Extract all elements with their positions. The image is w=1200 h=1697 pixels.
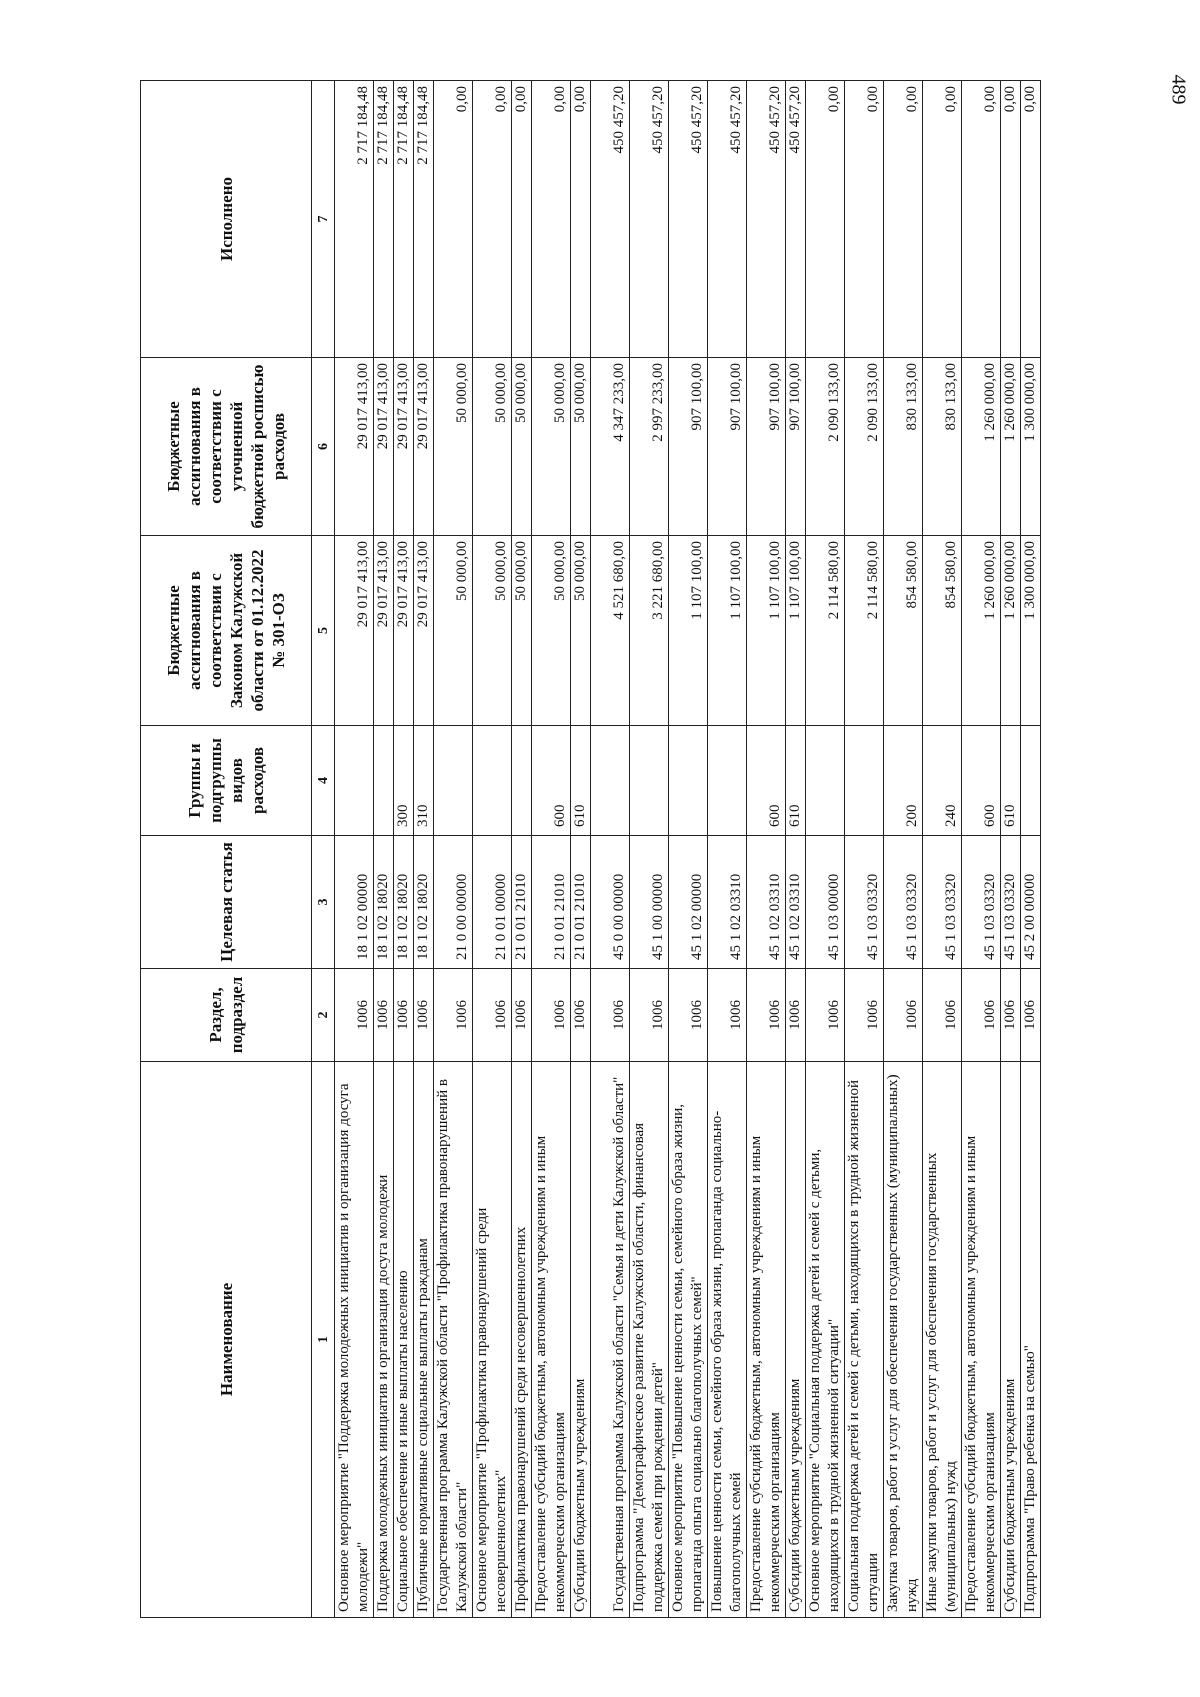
row-section-cell: 1006: [414, 969, 434, 1062]
row-target-cell: 45 1 03 03320: [845, 836, 884, 969]
row-law-amount-cell: 1 260 000,00: [1001, 536, 1021, 726]
page-number: 489: [1167, 74, 1190, 105]
row-budget-amount-cell: 2 997 233,00: [630, 358, 669, 536]
row-budget-amount-cell: 830 133,00: [884, 358, 923, 536]
header-section: Раздел, подраздел: [141, 969, 312, 1062]
row-law-amount-cell: 29 017 413,00: [394, 536, 414, 726]
row-budget-amount-cell: 29 017 413,00: [374, 358, 394, 536]
row-budget-amount-cell: 4 347 233,00: [591, 358, 630, 536]
header-groups: Группы и подгруппы видов расходов: [141, 726, 312, 836]
row-executed-amount-cell: 0,00: [473, 81, 512, 358]
row-target-cell: 45 2 00 00000: [1021, 836, 1041, 969]
row-executed-amount-cell: 450 457,20: [786, 81, 806, 358]
table-row: [434, 81, 473, 1618]
row-group-cell: [845, 726, 884, 836]
row-law-amount-cell: 1 107 100,00: [669, 536, 708, 726]
row-law-amount-cell: 1 260 000,00: [962, 536, 1001, 726]
row-target-cell: 45 1 03 00000: [806, 836, 845, 969]
row-section-cell: 1006: [532, 969, 571, 1062]
table-body: [335, 81, 1041, 1618]
row-section-cell: 1006: [845, 969, 884, 1062]
row-executed-amount-cell: 450 457,20: [591, 81, 630, 358]
row-executed-amount-cell: 450 457,20: [708, 81, 747, 358]
table-row: [806, 81, 845, 1618]
header-target: Целевая статья: [141, 836, 312, 969]
row-name-cell: Государственная программа Калужской области "Семья и дети Калужской области": [591, 1062, 630, 1618]
row-name-cell: Социальная поддержка детей и семей с детьми, находящихся в трудной жизненной ситуации: [845, 1062, 884, 1618]
row-law-amount-cell: 1 107 100,00: [708, 536, 747, 726]
row-section-cell: 1006: [923, 969, 962, 1062]
table-row: [786, 81, 806, 1618]
table-row: [845, 81, 884, 1618]
row-section-cell: 1006: [962, 969, 1001, 1062]
row-section-cell: 1006: [1021, 969, 1041, 1062]
row-budget-amount-cell: 29 017 413,00: [414, 358, 434, 536]
row-budget-amount-cell: 907 100,00: [747, 358, 786, 536]
row-executed-amount-cell: 2 717 184,48: [374, 81, 394, 358]
row-section-cell: 1006: [630, 969, 669, 1062]
row-law-amount-cell: 4 521 680,00: [591, 536, 630, 726]
row-section-cell: 1006: [669, 969, 708, 1062]
row-group-cell: [708, 726, 747, 836]
row-section-cell: 1006: [571, 969, 591, 1062]
header-executed: Исполнено: [141, 81, 312, 358]
header-budget: Бюджетные ассигнования в соответствии с уточненной бюджетной росписью расходов: [141, 358, 312, 536]
row-target-cell: 45 1 03 03320: [884, 836, 923, 969]
row-name-cell: Основное мероприятие "Поддержка молодежных инициатив и организация досуга молодежи": [335, 1062, 374, 1618]
table-row: [335, 81, 374, 1618]
table-row: [747, 81, 786, 1618]
row-budget-amount-cell: 50 000,00: [512, 358, 532, 536]
row-group-cell: [806, 726, 845, 836]
row-group-cell: [669, 726, 708, 836]
table-row: [374, 81, 394, 1618]
column-number: 5: [312, 536, 335, 726]
row-budget-amount-cell: 2 090 133,00: [806, 358, 845, 536]
table-row: [591, 81, 630, 1618]
row-law-amount-cell: 29 017 413,00: [414, 536, 434, 726]
row-group-cell: 200: [884, 726, 923, 836]
row-group-cell: [591, 726, 630, 836]
row-budget-amount-cell: 29 017 413,00: [394, 358, 414, 536]
row-executed-amount-cell: 0,00: [512, 81, 532, 358]
row-name-cell: Государственная программа Калужской области "Профилактика правонарушений в Калужской области": [434, 1062, 473, 1618]
row-budget-amount-cell: 1 260 000,00: [962, 358, 1001, 536]
column-number: 7: [312, 81, 335, 358]
column-number: 4: [312, 726, 335, 836]
row-budget-amount-cell: 907 100,00: [708, 358, 747, 536]
row-target-cell: 45 1 02 03310: [708, 836, 747, 969]
column-number: 3: [312, 836, 335, 969]
row-group-cell: 600: [962, 726, 1001, 836]
row-executed-amount-cell: 0,00: [571, 81, 591, 358]
table-row: [1001, 81, 1021, 1618]
row-name-cell: Повышение ценности семьи, семейного образа жизни, пропаганда социально-благополучных семей: [708, 1062, 747, 1618]
row-target-cell: 45 1 03 03320: [962, 836, 1001, 969]
row-executed-amount-cell: 0,00: [845, 81, 884, 358]
row-executed-amount-cell: 450 457,20: [669, 81, 708, 358]
row-executed-amount-cell: 0,00: [962, 81, 1001, 358]
row-target-cell: 21 0 01 00000: [473, 836, 512, 969]
row-law-amount-cell: 3 221 680,00: [630, 536, 669, 726]
row-name-cell: Предоставление субсидий бюджетным, автономным учреждениям и иным некоммерческим организациям: [962, 1062, 1001, 1618]
row-executed-amount-cell: 0,00: [434, 81, 473, 358]
row-law-amount-cell: 50 000,00: [434, 536, 473, 726]
row-budget-amount-cell: 1 300 000,00: [1021, 358, 1041, 536]
row-executed-amount-cell: 0,00: [884, 81, 923, 358]
table-row: [708, 81, 747, 1618]
row-section-cell: 1006: [806, 969, 845, 1062]
row-budget-amount-cell: 50 000,00: [532, 358, 571, 536]
table-row: [532, 81, 571, 1618]
row-target-cell: 18 1 02 18020: [414, 836, 434, 969]
row-executed-amount-cell: 2 717 184,48: [394, 81, 414, 358]
row-target-cell: 45 1 00 00000: [630, 836, 669, 969]
row-section-cell: 1006: [708, 969, 747, 1062]
row-name-cell: Основное мероприятие "Профилактика правонарушений среди несовершеннолетних": [473, 1062, 512, 1618]
row-law-amount-cell: 29 017 413,00: [374, 536, 394, 726]
row-law-amount-cell: 1 300 000,00: [1021, 536, 1041, 726]
row-budget-amount-cell: 1 260 000,00: [1001, 358, 1021, 536]
row-law-amount-cell: 50 000,00: [473, 536, 512, 726]
row-law-amount-cell: 1 107 100,00: [747, 536, 786, 726]
row-group-cell: [335, 726, 374, 836]
table-row: [414, 81, 434, 1618]
row-target-cell: 21 0 01 21010: [512, 836, 532, 969]
row-group-cell: 600: [532, 726, 571, 836]
row-budget-amount-cell: 50 000,00: [473, 358, 512, 536]
row-budget-amount-cell: 50 000,00: [571, 358, 591, 536]
row-group-cell: [512, 726, 532, 836]
row-executed-amount-cell: 0,00: [806, 81, 845, 358]
row-name-cell: Закупка товаров, работ и услуг для обеспечения государственных (муниципальных) нужд: [884, 1062, 923, 1618]
row-target-cell: 21 0 01 21010: [532, 836, 571, 969]
header-law: Бюджетные ассигнования в соответствии с Законом Калужской области от 01.12.2022 № 301-ОЗ: [141, 536, 312, 726]
row-executed-amount-cell: 0,00: [1021, 81, 1041, 358]
column-number: 1: [312, 1062, 335, 1618]
row-section-cell: 1006: [786, 969, 806, 1062]
row-law-amount-cell: 29 017 413,00: [335, 536, 374, 726]
row-name-cell: Подпрограмма "Демографическое развитие Калужской области, финансовая поддержка семей при рождении детей": [630, 1062, 669, 1618]
column-number: 2: [312, 969, 335, 1062]
row-group-cell: 310: [414, 726, 434, 836]
row-group-cell: [434, 726, 473, 836]
row-name-cell: Поддержка молодежных инициатив и организация досуга молодежи: [374, 1062, 394, 1618]
row-target-cell: 45 1 03 03320: [923, 836, 962, 969]
row-budget-amount-cell: 907 100,00: [786, 358, 806, 536]
row-executed-amount-cell: 2 717 184,48: [335, 81, 374, 358]
row-group-cell: 300: [394, 726, 414, 836]
table-row: [394, 81, 414, 1618]
row-name-cell: Публичные нормативные социальные выплаты гражданам: [414, 1062, 434, 1618]
row-group-cell: [1021, 726, 1041, 836]
row-executed-amount-cell: 450 457,20: [747, 81, 786, 358]
row-target-cell: 45 0 00 00000: [591, 836, 630, 969]
row-name-cell: Субсидии бюджетным учреждениям: [1001, 1062, 1021, 1618]
budget-table: [140, 80, 1041, 1618]
row-executed-amount-cell: 450 457,20: [630, 81, 669, 358]
table-row: [512, 81, 532, 1618]
row-law-amount-cell: 2 114 580,00: [845, 536, 884, 726]
row-name-cell: Субсидии бюджетным учреждениям: [571, 1062, 591, 1618]
budget-table-sheet: [140, 81, 1155, 1618]
row-section-cell: 1006: [512, 969, 532, 1062]
row-section-cell: 1006: [591, 969, 630, 1062]
row-target-cell: 21 0 01 21010: [571, 836, 591, 969]
header-name: Наименование: [141, 1062, 312, 1618]
row-target-cell: 45 1 02 00000: [669, 836, 708, 969]
table-row: [473, 81, 512, 1618]
row-name-cell: Профилактика правонарушений среди несовершеннолетних: [512, 1062, 532, 1618]
row-target-cell: 18 1 02 18020: [394, 836, 414, 969]
row-law-amount-cell: 2 114 580,00: [806, 536, 845, 726]
row-section-cell: 1006: [747, 969, 786, 1062]
row-name-cell: Социальное обеспечение и иные выплаты населению: [394, 1062, 414, 1618]
row-law-amount-cell: 854 580,00: [884, 536, 923, 726]
column-number-row: [312, 81, 335, 1618]
table-row: [923, 81, 962, 1618]
header-row: [141, 81, 312, 1618]
row-target-cell: 21 0 00 00000: [434, 836, 473, 969]
table-row: [962, 81, 1001, 1618]
row-target-cell: 18 1 02 00000: [335, 836, 374, 969]
row-name-cell: Предоставление субсидий бюджетным, автономным учреждениям и иным некоммерческим организациям: [747, 1062, 786, 1618]
row-law-amount-cell: 854 580,00: [923, 536, 962, 726]
row-section-cell: 1006: [374, 969, 394, 1062]
row-law-amount-cell: 50 000,00: [532, 536, 571, 726]
row-target-cell: 18 1 02 18020: [374, 836, 394, 969]
row-group-cell: 240: [923, 726, 962, 836]
row-section-cell: 1006: [434, 969, 473, 1062]
row-section-cell: 1006: [394, 969, 414, 1062]
row-target-cell: 45 1 02 03310: [786, 836, 806, 969]
row-group-cell: [630, 726, 669, 836]
row-target-cell: 45 1 02 03310: [747, 836, 786, 969]
row-name-cell: Подпрограмма "Право ребенка на семью": [1021, 1062, 1041, 1618]
row-group-cell: 610: [571, 726, 591, 836]
row-executed-amount-cell: 0,00: [923, 81, 962, 358]
row-name-cell: Основное мероприятие "Социальная поддержка детей и семей с детьми, находящихся в трудной жизненной ситуации": [806, 1062, 845, 1618]
row-budget-amount-cell: 907 100,00: [669, 358, 708, 536]
row-budget-amount-cell: 2 090 133,00: [845, 358, 884, 536]
row-executed-amount-cell: 0,00: [1001, 81, 1021, 358]
row-name-cell: Предоставление субсидий бюджетным, автономным учреждениям и иным некоммерческим организациям: [532, 1062, 571, 1618]
row-law-amount-cell: 1 107 100,00: [786, 536, 806, 726]
row-name-cell: Иные закупки товаров, работ и услуг для обеспечения государственных (муниципальных) нужд: [923, 1062, 962, 1618]
row-section-cell: 1006: [1001, 969, 1021, 1062]
row-budget-amount-cell: 830 133,00: [923, 358, 962, 536]
row-name-cell: Субсидии бюджетным учреждениям: [786, 1062, 806, 1618]
row-target-cell: 45 1 03 03320: [1001, 836, 1021, 969]
row-section-cell: 1006: [884, 969, 923, 1062]
row-budget-amount-cell: 50 000,00: [434, 358, 473, 536]
row-section-cell: 1006: [335, 969, 374, 1062]
row-budget-amount-cell: 29 017 413,00: [335, 358, 374, 536]
row-group-cell: 610: [786, 726, 806, 836]
row-name-cell: Основное мероприятие "Повышение ценности семьи, семейного образа жизни, пропаганда опыта социально благополучных семей": [669, 1062, 708, 1618]
table-row: [884, 81, 923, 1618]
table-row: [669, 81, 708, 1618]
row-executed-amount-cell: 2 717 184,48: [414, 81, 434, 358]
table-row: [630, 81, 669, 1618]
table-row: [571, 81, 591, 1618]
row-group-cell: [473, 726, 512, 836]
column-number: 6: [312, 358, 335, 536]
row-executed-amount-cell: 0,00: [532, 81, 571, 358]
row-section-cell: 1006: [473, 969, 512, 1062]
row-law-amount-cell: 50 000,00: [571, 536, 591, 726]
table-row: [1021, 81, 1041, 1618]
row-law-amount-cell: 50 000,00: [512, 536, 532, 726]
row-group-cell: 610: [1001, 726, 1021, 836]
row-group-cell: [374, 726, 394, 836]
row-group-cell: 600: [747, 726, 786, 836]
